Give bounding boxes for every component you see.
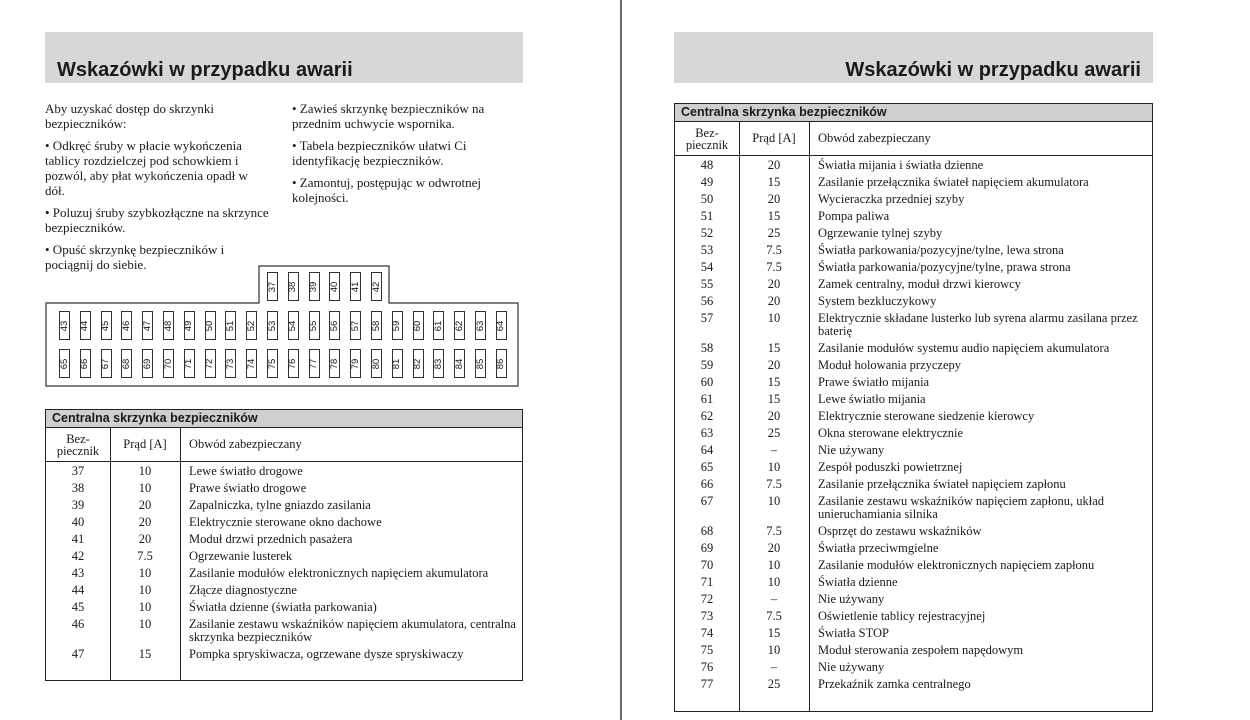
current-cell: 7.5 [766, 609, 782, 623]
fuse-slot [121, 349, 132, 378]
table-row [675, 278, 1152, 291]
fuse-number-cell: 76 [700, 660, 714, 674]
left-instructions-column [45, 101, 270, 279]
fuse-slot [163, 311, 174, 340]
circuit-cell: Zasilanie modułów systemu audio napięciem akumulatora [818, 341, 1110, 355]
fuse-number: 74 [245, 358, 257, 369]
fuse-number: 45 [100, 320, 112, 331]
fuse-number: 86 [495, 358, 507, 369]
table-header [675, 122, 1152, 156]
circuit-cell: Ogrzewanie tylnej szyby [818, 226, 943, 240]
fuse-number-cell: 37 [71, 464, 85, 478]
right-page-header: Wskazówki w przypadku awarii [674, 32, 1153, 83]
table-row [675, 559, 1152, 572]
step-item: • Poluzuj śruby szybkozłączne na skrzynce bezpieczników. [45, 205, 269, 235]
circuit-cell: Lewe światło mijania [818, 392, 926, 406]
fuse-number: 77 [308, 358, 320, 369]
fuse-number: 38 [287, 281, 299, 292]
fuse-number: 66 [79, 358, 91, 369]
table-row [675, 525, 1152, 538]
circuit-cell: Zamek centralny, moduł drzwi kierowcy [818, 277, 1021, 291]
current-cell: 7.5 [766, 243, 782, 257]
circuit-cell: Osprzęt do zestawu wskaźników [818, 524, 982, 538]
fuse-box-outline [45, 265, 520, 395]
step-item: • Tabela bezpieczników ułatwi Ci identyfikację bezpieczników. [292, 138, 467, 168]
fuse-slot [225, 311, 236, 340]
fuse-number: 83 [432, 358, 444, 369]
fuse-slot [350, 349, 361, 378]
table-row [675, 312, 1152, 338]
current-cell: 10 [767, 311, 781, 325]
fuse-number: 53 [266, 320, 278, 331]
fuse-slot [454, 311, 465, 340]
current-cell: 7.5 [137, 549, 153, 563]
fuse-number-cell: 42 [71, 549, 85, 563]
current-cell: 7.5 [766, 477, 782, 491]
current-cell: 15 [767, 175, 781, 189]
current-cell: – [770, 443, 778, 457]
fuse-number: 78 [328, 358, 340, 369]
table-row [46, 601, 522, 614]
circuit-cell: Światła parkowania/pozycyjne/tylne, prawa strona [818, 260, 1071, 274]
table-row [675, 427, 1152, 440]
current-cell: 10 [767, 494, 781, 508]
fuse-number: 47 [141, 320, 153, 331]
fuse-number-cell: 68 [700, 524, 714, 538]
current-cell: 25 [767, 426, 781, 440]
fuse-number: 41 [349, 281, 361, 292]
fuse-number-cell: 46 [71, 617, 85, 631]
circuit-cell: Pompka spryskiwacza, ogrzewane dysze spryskiwaczy [189, 647, 464, 661]
current-cell: – [770, 660, 778, 674]
fuse-slot [475, 349, 486, 378]
fuse-number-cell: 54 [700, 260, 714, 274]
table-row [675, 210, 1152, 223]
fuse-number: 81 [391, 358, 403, 369]
table-row [675, 678, 1152, 691]
current-cell: 15 [767, 626, 781, 640]
current-cell: 10 [138, 464, 152, 478]
circuit-cell: Światła mijania i światła dzienne [818, 158, 984, 172]
left-page-header: Wskazówki w przypadku awarii [45, 32, 523, 83]
current-cell: 25 [767, 226, 781, 240]
fuse-number: 61 [432, 320, 444, 331]
circuit-cell: Nie używany [818, 443, 885, 457]
fuse-slot [413, 311, 424, 340]
current-cell: 7.5 [766, 260, 782, 274]
fuse-number: 56 [328, 320, 340, 331]
table-row [46, 648, 522, 661]
fuse-number-cell: 39 [71, 498, 85, 512]
fuse-number-cell: 73 [700, 609, 714, 623]
current-cell: 10 [138, 583, 152, 597]
circuit-cell: Zasilanie przełącznika świateł napięciem akumulatora [818, 175, 1089, 189]
step-item: • Zawieś skrzynkę bezpieczników na przednim uchwycie wspornika. [292, 101, 485, 131]
table-title: Centralna skrzynka bezpieczników [675, 104, 1152, 122]
fuse-slot [184, 311, 195, 340]
fuse-slot [205, 349, 216, 378]
circuit-cell: Zasilanie przełącznika świateł napięciem zapłonu [818, 477, 1066, 491]
current-cell: 10 [138, 566, 152, 580]
table-row [675, 644, 1152, 657]
fuse-slot [371, 349, 382, 378]
page-divider [620, 0, 622, 720]
circuit-cell: Prawe światło mijania [818, 375, 930, 389]
table-row [675, 478, 1152, 491]
current-cell: 20 [138, 515, 152, 529]
fuse-slot [121, 311, 132, 340]
current-cell: 10 [767, 558, 781, 572]
fuse-number-cell: 59 [700, 358, 714, 372]
table-row [675, 376, 1152, 389]
circuit-cell: Moduł holowania przyczepy [818, 358, 962, 372]
fuse-number-cell: 38 [71, 481, 85, 495]
fuse-slot [101, 349, 112, 378]
fuse-number-cell: 55 [700, 277, 714, 291]
circuit-cell: Lewe światło drogowe [189, 464, 303, 478]
fuse-number-cell: 41 [71, 532, 85, 546]
fuse-number-cell: 64 [700, 443, 714, 457]
fuse-slot [101, 311, 112, 340]
fuse-number-cell: 52 [700, 226, 714, 240]
circuit-cell: Moduł sterowania zespołem napędowym [818, 643, 1024, 657]
table-row [46, 482, 522, 495]
fuse-number-cell: 63 [700, 426, 714, 440]
fuse-number-cell: 57 [700, 311, 714, 325]
fuse-slot [496, 311, 507, 340]
intro-text: Aby uzyskać dostęp do skrzynki bezpieczników: [45, 101, 214, 131]
fuse-slot [475, 311, 486, 340]
circuit-cell: Wycieraczka przedniej szyby [818, 192, 965, 206]
fuse-number: 68 [120, 358, 132, 369]
fuse-slot [350, 311, 361, 340]
fuse-slot [350, 272, 361, 301]
fuse-number: 43 [58, 320, 70, 331]
current-cell: 20 [767, 192, 781, 206]
fuse-number: 39 [308, 281, 320, 292]
circuit-cell: Moduł drzwi przednich pasażera [189, 532, 353, 546]
fuse-slot [267, 311, 278, 340]
fuse-number: 82 [412, 358, 424, 369]
fuse-slot [246, 349, 257, 378]
current-cell: 20 [767, 294, 781, 308]
fuse-slot [59, 349, 70, 378]
fuse-number-cell: 75 [700, 643, 714, 657]
table-header [46, 428, 522, 462]
fuse-table-right [674, 103, 1153, 712]
table-row [46, 550, 522, 563]
fuse-number-cell: 72 [700, 592, 714, 606]
table-row [675, 393, 1152, 406]
circuit-cell: Nie używany [818, 592, 885, 606]
fuse-slot [205, 311, 216, 340]
current-cell: 20 [138, 498, 152, 512]
fuse-number-cell: 49 [700, 175, 714, 189]
current-cell: 10 [767, 575, 781, 589]
fuse-slot [142, 349, 153, 378]
fuse-number: 62 [453, 320, 465, 331]
table-row [46, 499, 522, 512]
fuse-slot [433, 349, 444, 378]
table-row [675, 193, 1152, 206]
fuse-number: 71 [183, 358, 195, 369]
fuse-slot [184, 349, 195, 378]
fuse-number: 69 [141, 358, 153, 369]
table-row [675, 576, 1152, 589]
current-cell: 15 [767, 375, 781, 389]
current-cell: 10 [138, 481, 152, 495]
fuse-slot [371, 272, 382, 301]
circuit-cell: System bezkluczykowy [818, 294, 937, 308]
fuse-number-cell: 43 [71, 566, 85, 580]
fuse-number: 55 [308, 320, 320, 331]
fuse-number: 63 [474, 320, 486, 331]
fuse-number-cell: 62 [700, 409, 714, 423]
table-row [675, 627, 1152, 640]
circuit-cell: Światła parkowania/pozycyjne/tylne, lewa strona [818, 243, 1064, 257]
fuse-number: 46 [120, 320, 132, 331]
circuit-cell: Przekaźnik zamka centralnego [818, 677, 971, 691]
circuit-cell: Ogrzewanie lusterek [189, 549, 293, 563]
circuit-cell: Nie używany [818, 660, 885, 674]
fuse-number: 52 [245, 320, 257, 331]
table-row [675, 295, 1152, 308]
fuse-number-cell: 77 [700, 677, 714, 691]
table-row [675, 461, 1152, 474]
circuit-cell: Zespół poduszki powietrznej [818, 460, 963, 474]
circuit-cell: Złącze diagnostyczne [189, 583, 297, 597]
fuse-number: 54 [287, 320, 299, 331]
current-cell: 10 [138, 617, 152, 631]
fuse-slot [496, 349, 507, 378]
col-header-fuse: Bez- piecznik [56, 431, 100, 458]
table-row [46, 465, 522, 478]
table-row [675, 410, 1152, 423]
fuse-number: 67 [100, 358, 112, 369]
fuse-number-cell: 74 [700, 626, 714, 640]
current-cell: 20 [767, 409, 781, 423]
fuse-box-diagram [45, 265, 520, 395]
fuse-number: 48 [162, 320, 174, 331]
current-cell: 20 [767, 358, 781, 372]
fuse-number: 72 [204, 358, 216, 369]
fuse-slot [288, 311, 299, 340]
fuse-number-cell: 58 [700, 341, 714, 355]
table-row [46, 533, 522, 546]
fuse-slot [142, 311, 153, 340]
fuse-slot [80, 349, 91, 378]
table-row [675, 159, 1152, 172]
circuit-cell: Elektrycznie sterowane okno dachowe [189, 515, 382, 529]
fuse-number: 73 [224, 358, 236, 369]
table-row [675, 359, 1152, 372]
fuse-number-cell: 66 [700, 477, 714, 491]
current-cell: – [770, 592, 778, 606]
circuit-cell: Zasilanie zestawu wskaźników napięciem akumulatora, centralna skrzynka bezpieczników [189, 617, 516, 644]
fuse-number-cell: 50 [700, 192, 714, 206]
fuse-number: 49 [183, 320, 195, 331]
fuse-number-cell: 69 [700, 541, 714, 555]
current-cell: 20 [138, 532, 152, 546]
fuse-number: 50 [204, 320, 216, 331]
fuse-slot [309, 311, 320, 340]
table-row [675, 542, 1152, 555]
fuse-slot [371, 311, 382, 340]
table-row [675, 176, 1152, 189]
current-cell: 10 [767, 460, 781, 474]
table-title: Centralna skrzynka bezpieczników [46, 410, 522, 428]
circuit-cell: Pompa paliwa [818, 209, 890, 223]
current-cell: 7.5 [766, 524, 782, 538]
col-header-fuse: Bez- piecznik [685, 125, 729, 152]
current-cell: 15 [767, 209, 781, 223]
circuit-cell: Zasilanie modułów elektronicznych napięciem akumulatora [189, 566, 489, 580]
fuse-slot [413, 349, 424, 378]
fuse-slot [392, 311, 403, 340]
fuse-slot [392, 349, 403, 378]
table-row [675, 593, 1152, 606]
fuse-number-cell: 47 [71, 647, 85, 661]
circuit-cell: Zapalniczka, tylne gniazdo zasilania [189, 498, 371, 512]
table-row [675, 610, 1152, 623]
fuse-slot [309, 272, 320, 301]
table-row [675, 342, 1152, 355]
fuse-number-cell: 70 [700, 558, 714, 572]
fuse-slot [288, 272, 299, 301]
table-row [46, 618, 522, 644]
fuse-number: 58 [370, 320, 382, 331]
table-row [675, 261, 1152, 274]
fuse-number-cell: 65 [700, 460, 714, 474]
col-header-circuit: Obwód zabezpieczany [189, 437, 302, 451]
fuse-number: 75 [266, 358, 278, 369]
fuse-number: 79 [349, 358, 361, 369]
right-instructions-column [292, 101, 514, 212]
fuse-slot [267, 272, 278, 301]
current-cell: 20 [767, 541, 781, 555]
col-header-current: Prąd [A] [123, 437, 167, 451]
circuit-cell: Okna sterowane elektrycznie [818, 426, 964, 440]
fuse-number: 37 [266, 281, 278, 292]
fuse-slot [309, 349, 320, 378]
table-row [675, 444, 1152, 457]
fuse-number: 70 [162, 358, 174, 369]
fuse-number: 57 [349, 320, 361, 331]
fuse-number-cell: 67 [700, 494, 714, 508]
fuse-number-cell: 56 [700, 294, 714, 308]
fuse-number-cell: 45 [71, 600, 85, 614]
fuse-slot [454, 349, 465, 378]
col-header-current: Prąd [A] [752, 131, 796, 145]
current-cell: 20 [767, 158, 781, 172]
fuse-number: 42 [370, 281, 382, 292]
fuse-number: 76 [287, 358, 299, 369]
fuse-number-cell: 51 [700, 209, 714, 223]
fuse-number-cell: 60 [700, 375, 714, 389]
fuse-slot [267, 349, 278, 378]
table-row [46, 584, 522, 597]
circuit-cell: Zasilanie modułów elektronicznych napięciem zapłonu [818, 558, 1095, 572]
fuse-number-cell: 61 [700, 392, 714, 406]
current-cell: 15 [767, 341, 781, 355]
fuse-slot [59, 311, 70, 340]
table-row [46, 516, 522, 529]
circuit-cell: Elektrycznie sterowane siedzenie kierowcy [818, 409, 1035, 423]
fuse-number: 60 [412, 320, 424, 331]
step-item: • Zamontuj, postępując w odwrotnej kolejności. [292, 175, 482, 205]
fuse-number-cell: 44 [71, 583, 85, 597]
fuse-number: 51 [224, 320, 236, 331]
fuse-number: 65 [58, 358, 70, 369]
fuse-slot [163, 349, 174, 378]
circuit-cell: Światła dzienne [818, 575, 898, 589]
fuse-slot [225, 349, 236, 378]
circuit-cell: Zasilanie zestawu wskaźników napięciem zapłonu, układ unieruchamiania silnika [818, 494, 1105, 521]
current-cell: 10 [767, 643, 781, 657]
current-cell: 25 [767, 677, 781, 691]
fuse-number-cell: 53 [700, 243, 714, 257]
fuse-number-cell: 48 [700, 158, 714, 172]
fuse-number: 64 [495, 320, 507, 331]
fuse-slot [329, 272, 340, 301]
table-row [675, 244, 1152, 257]
circuit-cell: Oświetlenie tablicy rejestracyjnej [818, 609, 986, 623]
fuse-table-left [45, 409, 523, 681]
fuse-number: 44 [79, 320, 91, 331]
fuse-number: 84 [453, 358, 465, 369]
table-row [46, 567, 522, 580]
circuit-cell: Światła STOP [818, 626, 889, 640]
current-cell: 10 [138, 600, 152, 614]
fuse-number-cell: 40 [71, 515, 85, 529]
table-row [675, 495, 1152, 521]
fuse-number: 40 [328, 281, 340, 292]
fuse-number: 85 [474, 358, 486, 369]
step-item: • Odkręć śruby w płacie wykończenia tablicy rozdzielczej pod schowkiem i pozwól, aby płat wykończenia opadł w dół. [45, 138, 248, 198]
fuse-slot [80, 311, 91, 340]
circuit-cell: Prawe światło drogowe [189, 481, 307, 495]
fuse-slot [329, 349, 340, 378]
circuit-cell: Światła dzienne (światła parkowania) [189, 600, 377, 614]
circuit-cell: Światła przeciwmgielne [818, 541, 939, 555]
fuse-number: 80 [370, 358, 382, 369]
fuse-slot [246, 311, 257, 340]
fuse-slot [329, 311, 340, 340]
step-item: • Opuść skrzynkę bezpieczników i pociągnij do siebie. [45, 242, 225, 272]
circuit-cell: Elektrycznie składane lusterko lub syrena alarmu zasilana przez baterię [818, 311, 1138, 338]
fuse-slot [433, 311, 444, 340]
table-row [675, 227, 1152, 240]
table-row [675, 661, 1152, 674]
col-header-circuit: Obwód zabezpieczany [818, 131, 931, 145]
fuse-number: 59 [391, 320, 403, 331]
fuse-slot [288, 349, 299, 378]
current-cell: 20 [767, 277, 781, 291]
current-cell: 15 [767, 392, 781, 406]
fuse-number-cell: 71 [700, 575, 714, 589]
current-cell: 15 [138, 647, 152, 661]
